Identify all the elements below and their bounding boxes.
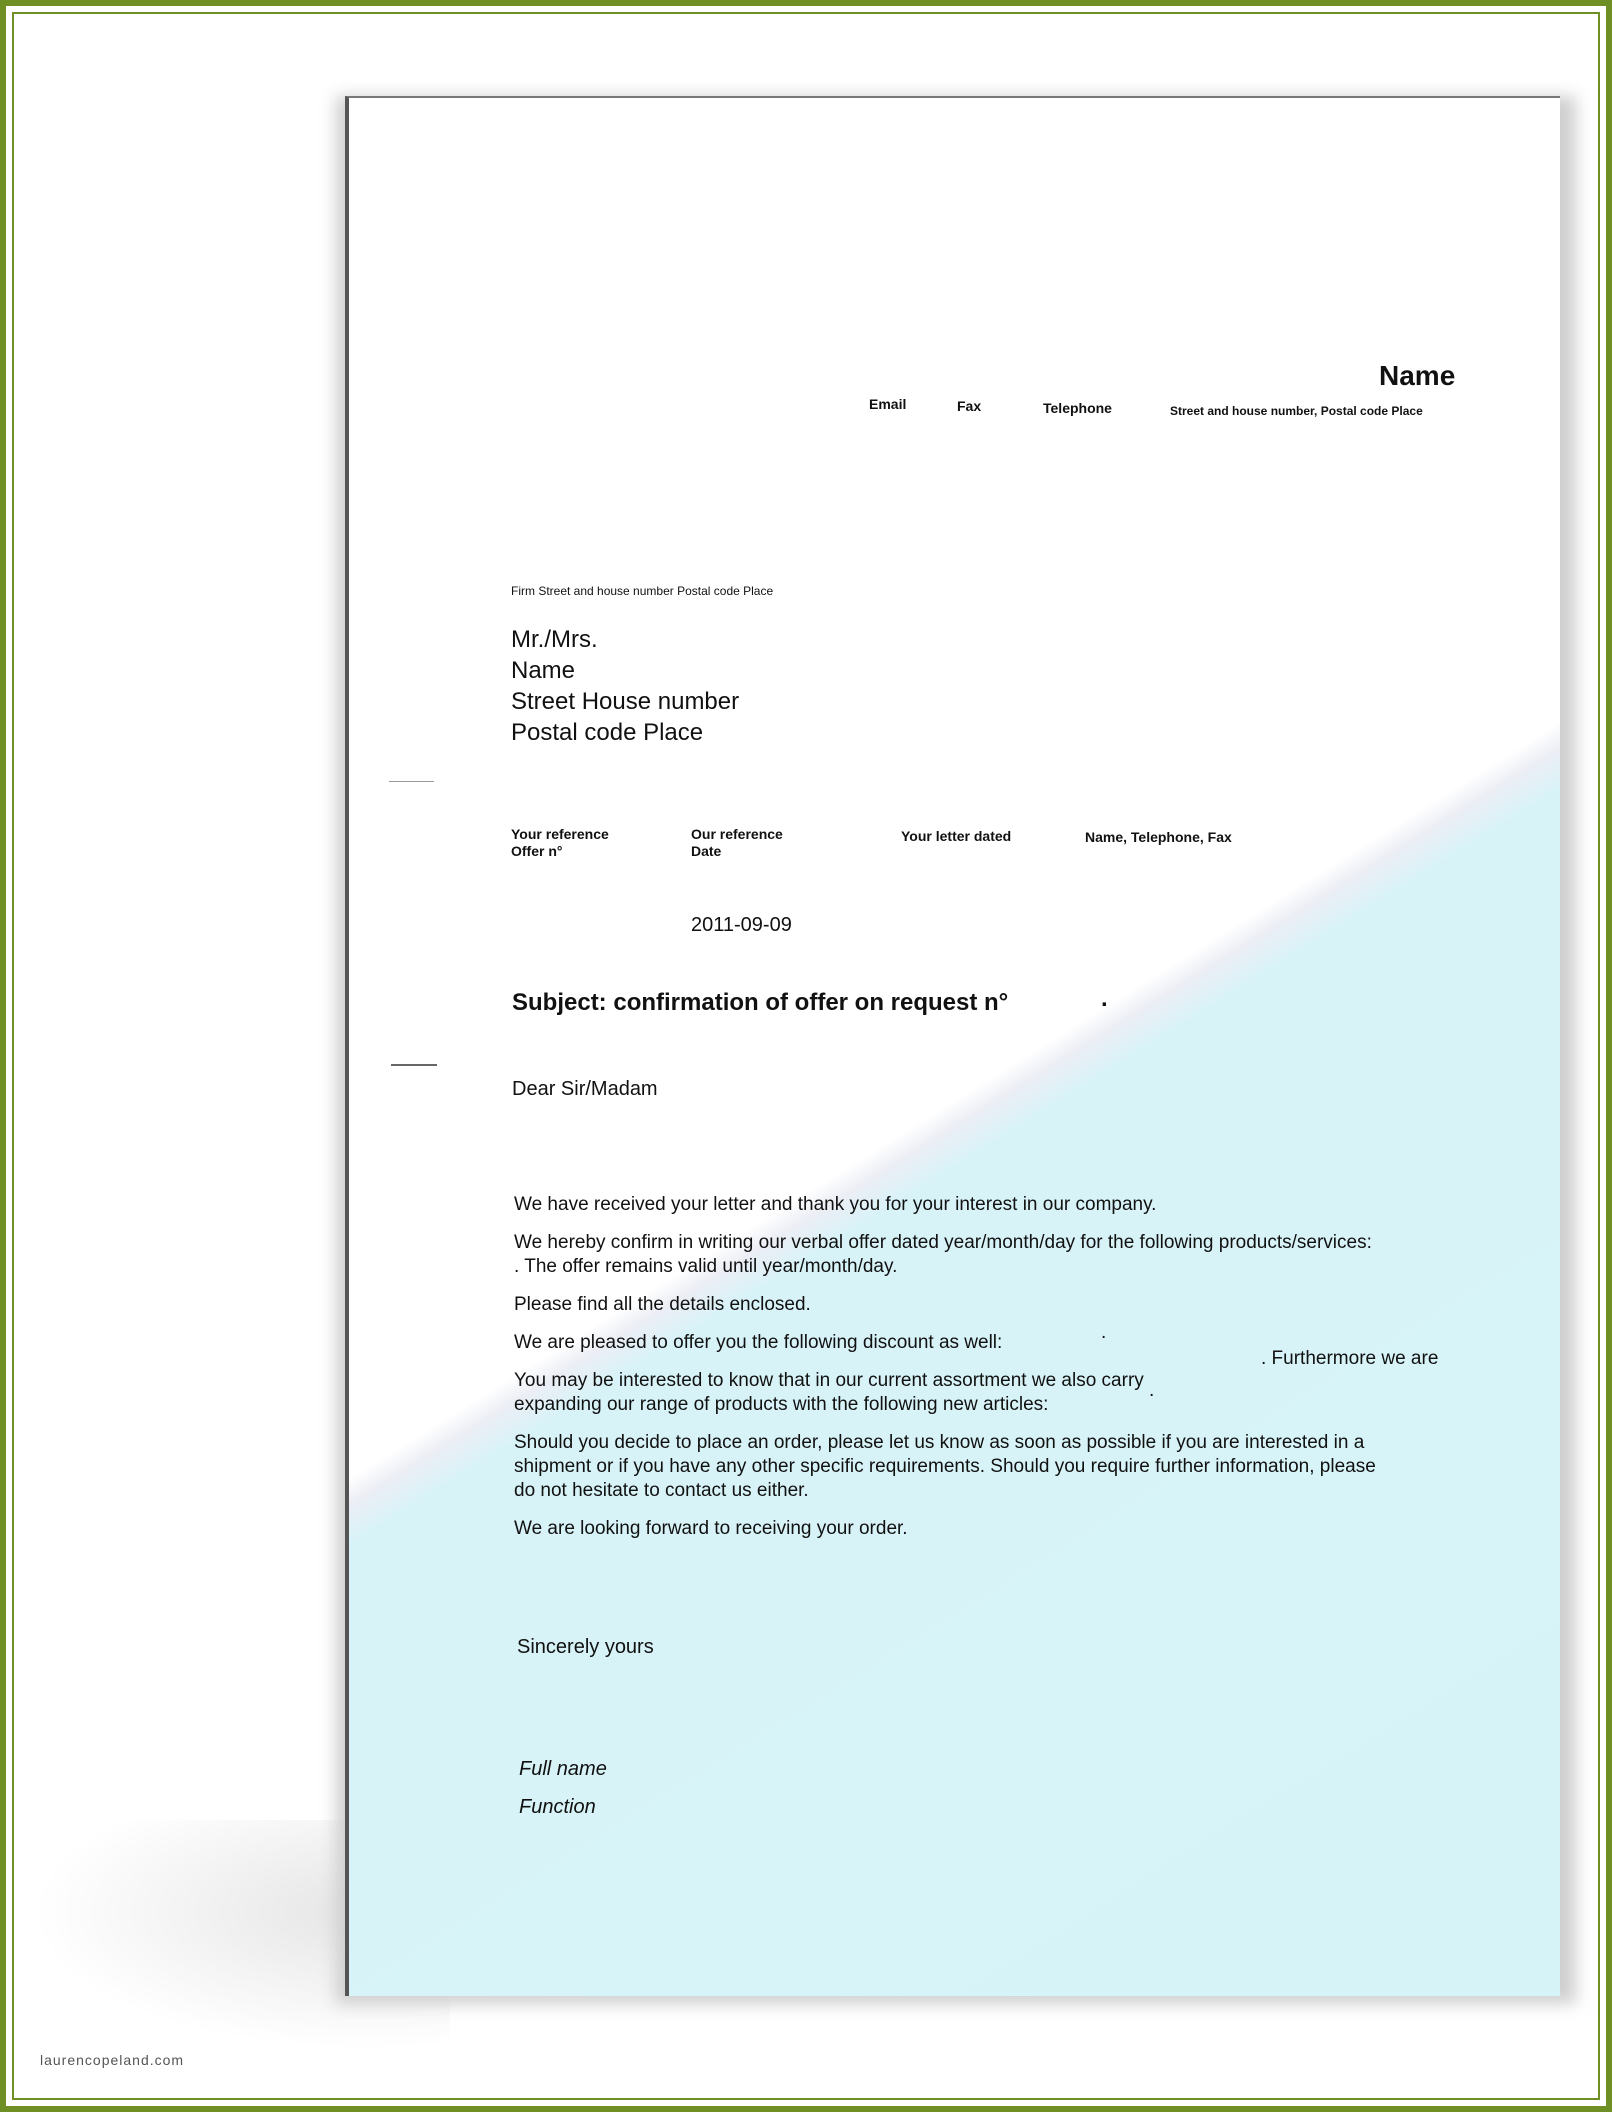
fold-mark-top [389,781,434,782]
paragraph-3: Please find all the details enclosed. [514,1294,811,1315]
recipient-salutation-line: Mr./Mrs. [511,626,598,653]
furthermore-text: . Furthermore we are [1261,1348,1439,1369]
recipient-address [511,624,739,748]
letter-date: 2011-09-09 [691,914,792,936]
our-reference-block [691,826,783,860]
offer-no-label: Offer n° [511,843,563,859]
recipient-street: Street House number [511,688,740,715]
your-reference-block [511,826,609,860]
telephone-label: Telephone [1043,400,1112,416]
discount-terminator: . [1101,1322,1107,1343]
paragraph-4: We are pleased to offer you the following discount as well: [514,1332,1003,1353]
your-reference-label: Your reference [511,826,609,842]
recipient-city: Postal code Place [511,719,704,746]
your-letter-dated-label: Your letter dated [901,828,1012,844]
subject-line: Subject: confirmation of offer on request n° [512,989,1009,1016]
articles-terminator: . [1149,1380,1155,1401]
paragraph-1: We have received your letter and thank you for your interest in our company. [514,1194,1157,1215]
fax-label: Fax [957,398,982,414]
paragraph-6-line-2: shipment or if you have any other specific requirements. Should you require further information, please [514,1456,1376,1477]
signature-function: Function [519,1796,596,1818]
paragraph-5-line-1: You may be interested to know that in our current assortment we also carry [514,1370,1144,1391]
closing: Sincerely yours [517,1636,654,1658]
paragraph-2-line-2: . The offer remains valid until year/month/day. [514,1256,898,1277]
fold-mark-middle [391,1064,437,1066]
salutation: Dear Sir/Madam [512,1078,658,1100]
paragraph-7: We are looking forward to receiving your order. [514,1518,908,1539]
email-label: Email [869,396,907,412]
date-label: Date [691,843,722,859]
our-reference-label: Our reference [691,826,783,842]
sender-address: Street and house number, Postal code Place [1170,404,1423,418]
recipient-name: Name [511,657,576,684]
contact-label: Name, Telephone, Fax [1085,829,1232,845]
sender-name: Name [1379,360,1456,391]
paragraph-6-line-1: Should you decide to place an order, please let us know as soon as possible if you are interested in a [514,1432,1365,1453]
letter-sheet [345,96,1560,1996]
signature-full-name: Full name [519,1758,607,1780]
sender-return-line: Firm Street and house number Postal code Place [511,584,774,598]
subject-terminator: . [1101,985,1108,1012]
watermark: laurencopeland.com [40,2052,185,2068]
paragraph-5-line-2: expanding our range of products with the following new articles: [514,1394,1049,1415]
paragraph-2-line-1: We hereby confirm in writing our verbal offer dated year/month/day for the following products/services: [514,1232,1372,1253]
paragraph-6-line-3: do not hesitate to contact us either. [514,1480,809,1501]
